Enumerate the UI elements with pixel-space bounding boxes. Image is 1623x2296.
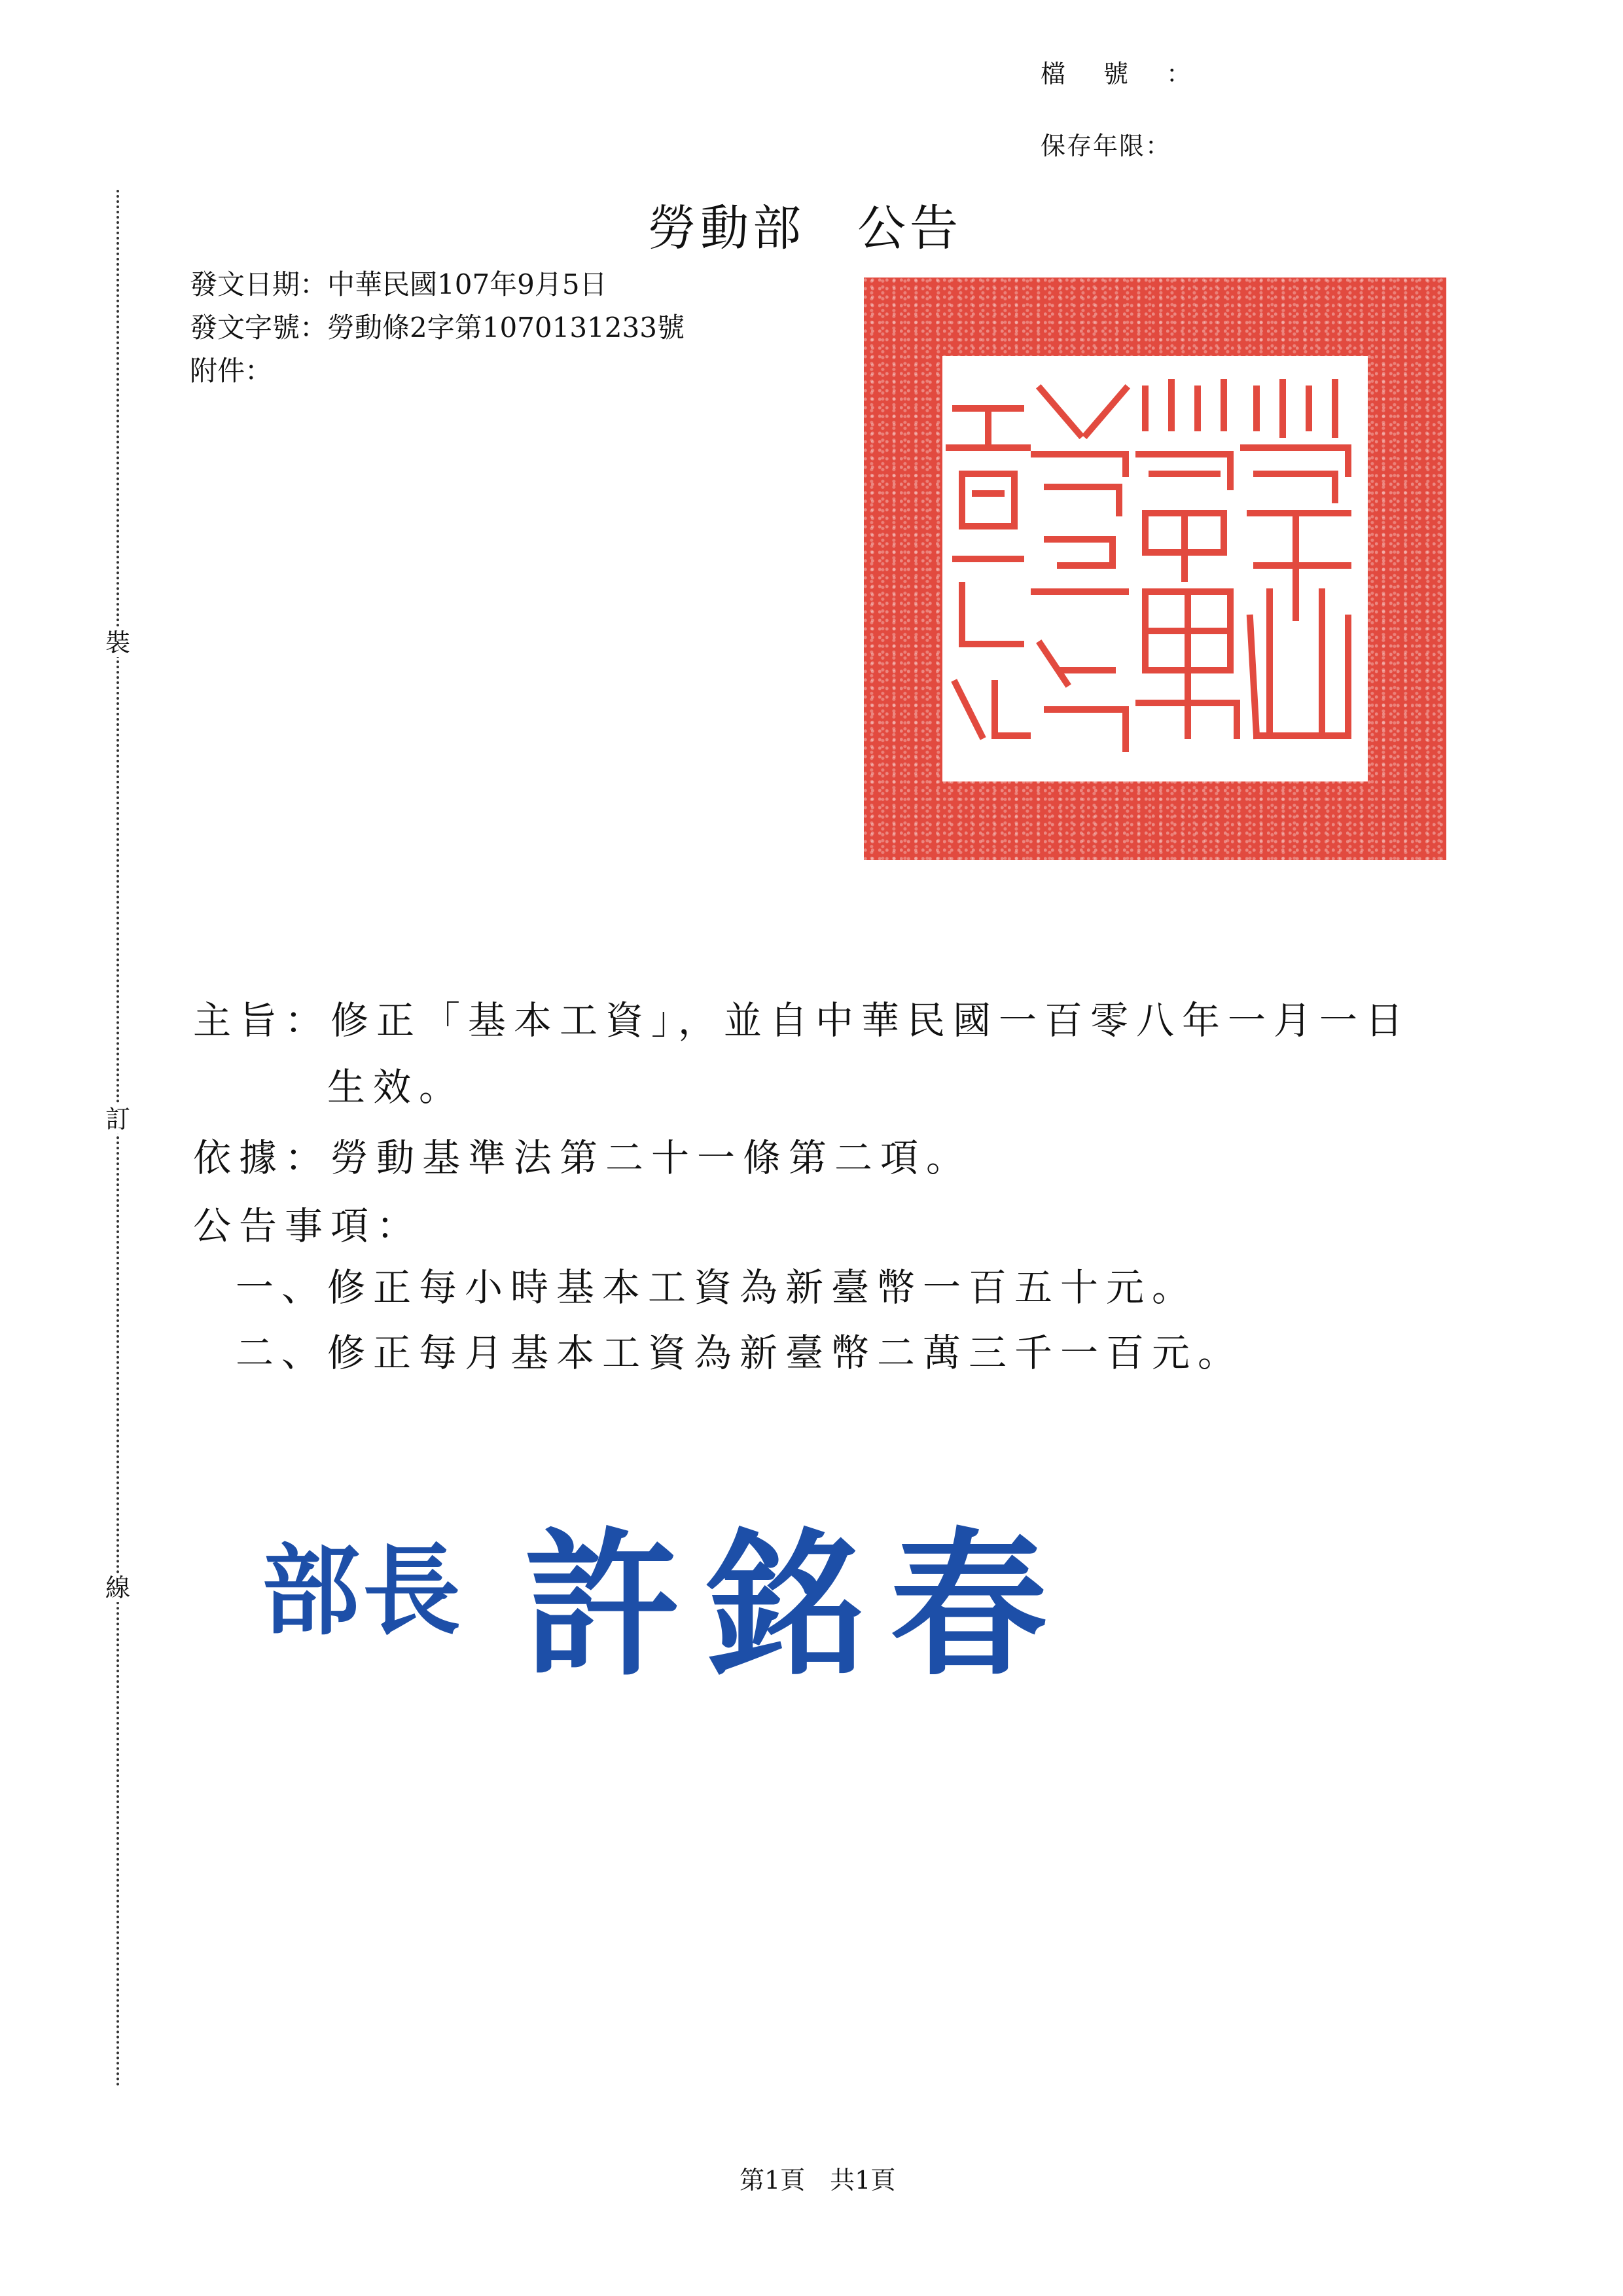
subject-line-1: 主旨：修正「基本工資」，並自中華民國一百零八年一月一日	[193, 998, 1412, 1043]
binding-char-ding: 訂	[105, 1105, 130, 1134]
file-number-label: 檔號：	[1041, 60, 1230, 88]
document-number: 發文字號：勞動條2字第1070131233號	[190, 312, 685, 344]
page-number: 第1頁 共1頁	[740, 2166, 896, 2195]
issue-date: 發文日期：中華民國107年9月5日	[190, 268, 607, 300]
signature-name: 許銘春	[524, 1514, 1074, 1697]
retention-period-field	[1041, 126, 1171, 162]
minister-signature-stamp	[262, 1460, 1074, 1697]
subject-line-2: 生效。	[327, 1065, 465, 1109]
binding-char-xian: 線	[105, 1573, 130, 1602]
document-title: 勞動部 公告	[648, 200, 962, 257]
announcement-item-1: 一、修正每小時基本工資為新臺幣一百五十元。	[236, 1265, 1198, 1310]
announcement-items-heading: 公告事項：	[193, 1204, 423, 1248]
binding-char-zhuang: 裝	[105, 628, 130, 657]
signature-title: 部長	[262, 1535, 464, 1649]
retention-period-label: 保存年限：	[1041, 132, 1172, 160]
seal-script-glyphs	[864, 278, 1446, 860]
attachment-label: 附件：	[190, 355, 273, 387]
binding-dotted-line	[116, 190, 119, 2088]
official-seal-stamp	[864, 278, 1446, 860]
legal-basis: 依據：勞動基準法第二十一條第二項。	[193, 1136, 972, 1180]
file-number-field	[1041, 54, 1229, 90]
announcement-item-2: 二、修正每月基本工資為新臺幣二萬三千一百元。	[236, 1331, 1244, 1375]
